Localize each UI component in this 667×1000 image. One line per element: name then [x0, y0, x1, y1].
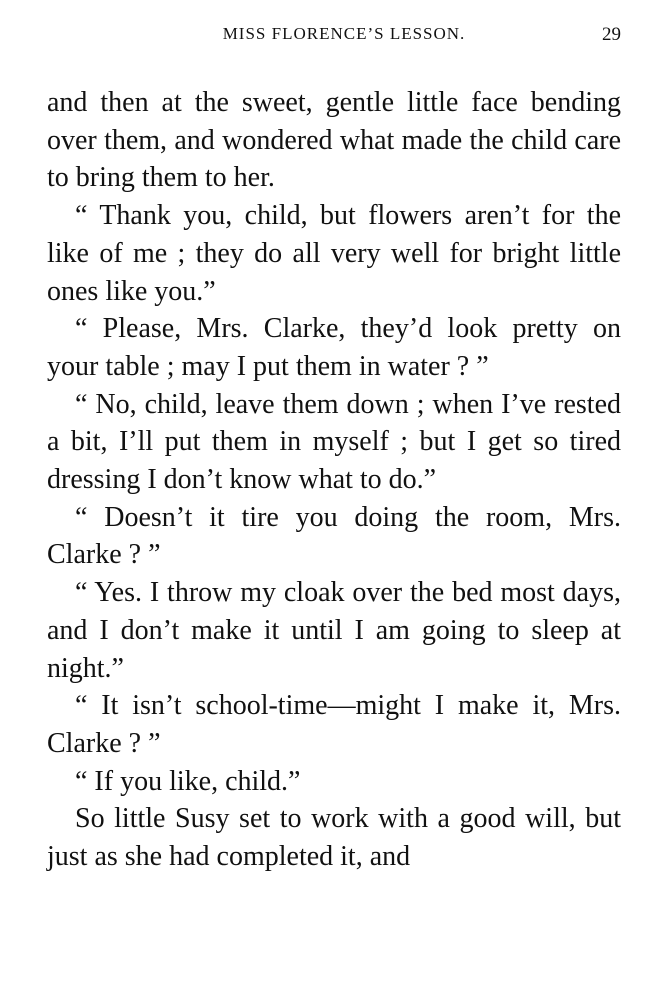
paragraph: So little Susy set to work with a good will, but just as she had completed it, and — [47, 803, 621, 873]
paragraph-continued: and then at the sweet, gentle little face bending over them, and wondered what made the child care to bring them to her. — [47, 87, 621, 194]
paragraph: “ If you like, child.” — [75, 765, 301, 797]
running-head — [47, 24, 621, 54]
paragraph: “ Doesn’t it tire you doing the room, Mrs. Clarke ? ” — [47, 501, 621, 571]
page-number: 29 — [602, 24, 621, 45]
paragraph: “ Thank you, child, but flowers aren’t for the like of me ; they do all very well for bright little ones like you.” — [47, 200, 621, 307]
paragraph: “ Yes. I throw my cloak over the bed most days, and I don’t make it until I am going to sleep at night.” — [47, 577, 621, 684]
paragraph: “ It isn’t school-time—might I make it, Mrs. Clarke ? ” — [47, 690, 621, 759]
body-text — [47, 84, 621, 876]
book-page — [47, 24, 621, 876]
paragraph: “ Please, Mrs. Clarke, they’d look pretty on your table ; may I put them in water ? ” — [47, 313, 621, 382]
paragraph: “ No, child, leave them down ; when I’ve rested a bit, I’ll put them in myself ; but I get so tired dressing I don’t know what to do.” — [47, 388, 621, 496]
running-title: MISS FLORENCE’S LESSON. — [222, 24, 466, 43]
